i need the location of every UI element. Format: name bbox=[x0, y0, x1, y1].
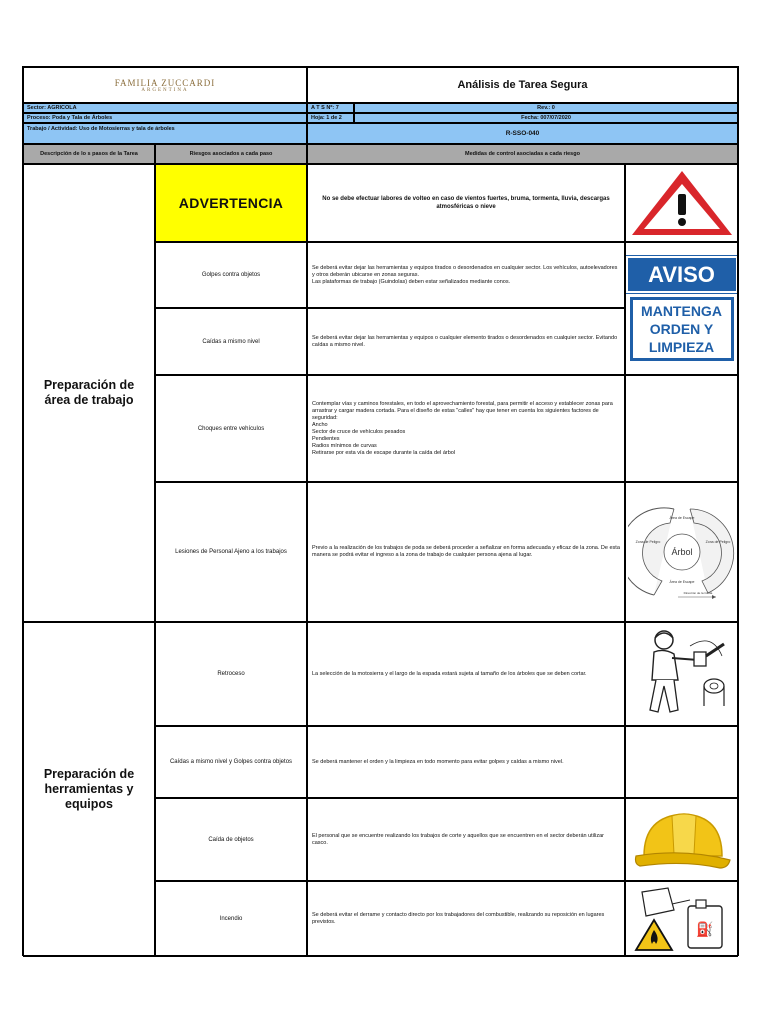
risk-cell: Choques entre vehículos bbox=[155, 375, 307, 482]
risk-cell: Golpes contra objetos bbox=[155, 242, 307, 308]
risk-cell: Incendio bbox=[155, 881, 307, 957]
process-label: Proceso: Poda y Tala de Árboles bbox=[23, 113, 307, 123]
escape-label-top: Área de Escape bbox=[669, 516, 694, 520]
measure-cell: La selección de la motosierra y el largo de la espada estará sujeta al tamaño de los árboles que se deben cortar. bbox=[307, 622, 625, 726]
logo-country: ARGENTINA bbox=[141, 87, 189, 93]
escape-label-bottom: Área de Escape bbox=[669, 580, 694, 584]
column-header-risks: Riesgos asociados a cada paso bbox=[155, 144, 307, 164]
page-count: Hoja: 1 de 2 bbox=[307, 113, 354, 123]
flammable-fuel-icon bbox=[632, 884, 732, 954]
warning-triangle-icon bbox=[628, 167, 736, 239]
measure-cell: Se deberá evitar dejar las herramientas y equipos o cualquier elemento tirados o desordenados en cualquier sector. Evitando caídas a mismo nivel. bbox=[307, 308, 625, 375]
fall-direction-label: Dirección de la Caída bbox=[683, 591, 712, 595]
hard-hat-icon bbox=[630, 804, 734, 876]
section-title-area: Preparación de área de trabajo bbox=[23, 164, 155, 622]
risk-cell: Caídas a mismo nivel y Golpes contra objetos bbox=[155, 726, 307, 798]
sign-line-3: LIMPIEZA bbox=[648, 339, 715, 355]
ats-table bbox=[22, 66, 739, 956]
aviso-sign-cell bbox=[625, 242, 738, 375]
ats-number: A T S Nº: 7 bbox=[307, 103, 354, 113]
warning-banner: ADVERTENCIA bbox=[155, 164, 307, 242]
revision: Rev.: 0 bbox=[354, 103, 738, 113]
risk-cell: Caídas a mismo nivel bbox=[155, 308, 307, 375]
tree-label: Árbol bbox=[670, 547, 693, 557]
empty-image-cell bbox=[625, 375, 738, 482]
orden-limpieza-sign bbox=[630, 297, 734, 361]
column-header-steps: Descripción de lo s pasos de la Tarea bbox=[23, 144, 155, 164]
measure-cell: Se deberá evitar el derrame y contacto directo por los trabajadores del combustible, realizando su reposición en lugares previstos. bbox=[307, 881, 625, 957]
chainsaw-worker-cell bbox=[625, 622, 738, 726]
danger-zone-diagram bbox=[628, 497, 736, 607]
company-logo bbox=[23, 67, 307, 103]
fuel-hazard-cell bbox=[625, 881, 738, 957]
risk-cell: Caída de objetos bbox=[155, 798, 307, 881]
chainsaw-worker-icon bbox=[632, 626, 732, 722]
svg-text:⛽: ⛽ bbox=[695, 922, 714, 938]
column-header-measures: Medidas de control asociadas a cada riesgo bbox=[307, 144, 738, 164]
document-title: Análisis de Tarea Segura bbox=[307, 67, 738, 103]
section-title-tools: Preparación de herramientas y equipos bbox=[23, 622, 155, 957]
empty-image-cell bbox=[625, 726, 738, 798]
logo-name: FAMILIA ZUCCARDI bbox=[114, 77, 216, 88]
zone-label-left: Zona de Peligro bbox=[635, 540, 660, 544]
measure-cell: Previo a la realización de los trabajos de poda se deberá proceder a señalizar en forma adecuada y eficaz de la zona. De esta manera se podrá evitar el ingreso a la zona de trabajo de cualquier persona ajena al lugar. bbox=[307, 482, 625, 622]
helmet-cell bbox=[625, 798, 738, 881]
warning-sign-cell bbox=[625, 164, 738, 242]
measure-cell: Contemplar vías y caminos forestales, en todo el aprovechamiento forestal, para permitir el acceso y establecer zonas para arrastrar y cargar madera cortada. Para el diseño de estas "calles" hay que tener en cuenta los siguientes factores de seguridad: Ancho Sector de cruce de vehículos pesados Pendientes Radios mínimos de curvas Retirarse por esta vía de escape durante la caída del árbol bbox=[307, 375, 625, 482]
measure-cell: Se deberá evitar dejar las herramientas y equipos tirados o desordenados en cualquier sector. Los vehículos, autoelevadores y otros deberán ubicarse en zonas seguras. Las plataformas de trabajo (Guindolas) deben estar señalizados mediante conos. bbox=[307, 242, 625, 308]
measure-cell: No se debe efectuar labores de volteo en caso de vientos fuertes, bruma, tormenta, lluvia, descargas atmosféricas o nieve bbox=[307, 164, 625, 242]
measure-cell: El personal que se encuentre realizando los trabajos de corte y aquellos que se encuentren en el sector deberán utilizar casco. bbox=[307, 798, 625, 881]
zone-label-right: Zona de Peligro bbox=[705, 540, 730, 544]
sign-line-1: MANTENGA bbox=[641, 303, 722, 319]
risk-cell: Retroceso bbox=[155, 622, 307, 726]
document-code: R-SSO-040 bbox=[307, 123, 738, 144]
danger-zone-diagram-cell bbox=[625, 482, 738, 622]
sector-label: Sector: AGRICOLA bbox=[23, 103, 307, 113]
measure-cell: Se deberá mantener el orden y la limpieza en todo momento para evitar golpes y caídas a mismo nivel. bbox=[307, 726, 625, 798]
aviso-label: AVISO bbox=[626, 256, 738, 293]
date: Fecha: 007/07/2020 bbox=[354, 113, 738, 123]
sign-line-2: ORDEN Y bbox=[649, 321, 714, 337]
risk-cell: Lesiones de Personal Ajeno a los trabajos bbox=[155, 482, 307, 622]
activity-label: Trabajo / Actividad: Uso de Motosierras y tala de árboles bbox=[23, 123, 307, 144]
